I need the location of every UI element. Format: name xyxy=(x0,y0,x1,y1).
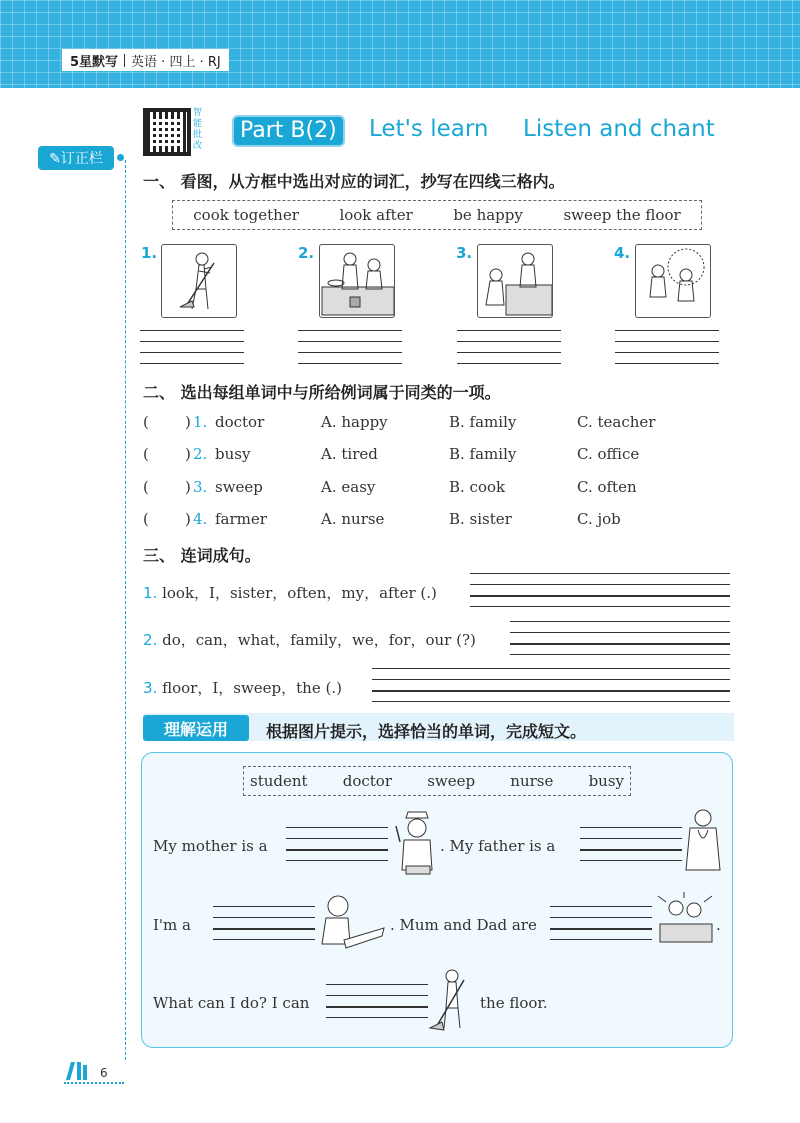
section1-title: 一、 看图，从方框中选出对应的词汇，抄写在四线三格内。 xyxy=(143,172,565,191)
nurse-illustration xyxy=(392,808,442,884)
footer-dots xyxy=(64,1082,124,1084)
word-option: sweep the floor xyxy=(563,206,681,224)
word-option: look after xyxy=(339,206,413,224)
sentence-item: 2. do，can，what，family，we，for，our (?) xyxy=(143,631,476,649)
word-option: student xyxy=(250,772,308,790)
writing-lines[interactable] xyxy=(615,330,719,364)
writing-lines[interactable] xyxy=(298,330,402,364)
tag-dot xyxy=(117,154,124,161)
word-option: be happy xyxy=(453,206,523,224)
story-text: . Mum and Dad are xyxy=(390,916,537,934)
binding-line xyxy=(125,160,126,1060)
qr-code[interactable] xyxy=(143,108,191,156)
header-bar xyxy=(0,0,800,88)
story-text: . xyxy=(716,916,721,934)
writing-lines[interactable] xyxy=(140,330,244,364)
section2-title: 二、 选出每组单词中与所给例词属于同类的一项。 xyxy=(143,383,501,402)
word-option: doctor xyxy=(342,772,393,790)
story-text: . My father is a xyxy=(440,837,556,855)
word-option: busy xyxy=(588,772,624,790)
student-illustration xyxy=(316,890,388,958)
story-text: What can I do? I can xyxy=(153,994,310,1012)
section4-tag: 理解运用 xyxy=(143,715,249,741)
story-text: I'm a xyxy=(153,916,191,934)
writing-lines[interactable] xyxy=(457,330,561,364)
picture-number: 3. xyxy=(456,244,473,262)
busy-parents-illustration xyxy=(654,890,716,950)
sentence-item: 1. look，I，sister，often，my，after (.) xyxy=(143,584,437,602)
part-title-learn: Let's learn xyxy=(369,116,489,142)
section3-title: 三、 连词成句。 xyxy=(143,546,261,565)
picture-number: 4. xyxy=(614,244,631,262)
books-icon xyxy=(64,1060,94,1084)
word-option: cook together xyxy=(193,206,299,224)
qr-label: 智能批改 xyxy=(193,108,203,151)
picture-sweep xyxy=(161,244,237,318)
section1-wordbox xyxy=(172,200,702,230)
picture-number: 1. xyxy=(141,244,158,262)
picture-cook xyxy=(319,244,395,318)
section4-wordbox xyxy=(243,766,631,796)
brand-name: 5星默写 xyxy=(70,54,119,70)
doctor-illustration xyxy=(682,806,724,878)
part-badge: Part B(2) xyxy=(232,115,345,147)
story-text: the floor. xyxy=(480,994,548,1012)
word-option: nurse xyxy=(510,772,554,790)
picture-look-after xyxy=(477,244,553,318)
subject-label: 英语 · 四上 · RJ xyxy=(131,54,221,70)
picture-number: 2. xyxy=(298,244,315,262)
book-brand xyxy=(62,49,229,71)
section4-title: 根据图片提示，选择恰当的单词，完成短文。 xyxy=(266,722,587,741)
sweeping-boy-illustration xyxy=(428,966,474,1040)
sentence-item: 3. floor，I，sweep，the (.) xyxy=(143,679,342,697)
page-number: 6 xyxy=(100,1066,108,1080)
word-option: sweep xyxy=(427,772,476,790)
picture-happy xyxy=(635,244,711,318)
correction-tag: ✎订正栏 xyxy=(38,146,114,170)
story-text: My mother is a xyxy=(153,837,268,855)
part-title-chant: Listen and chant xyxy=(523,116,715,142)
